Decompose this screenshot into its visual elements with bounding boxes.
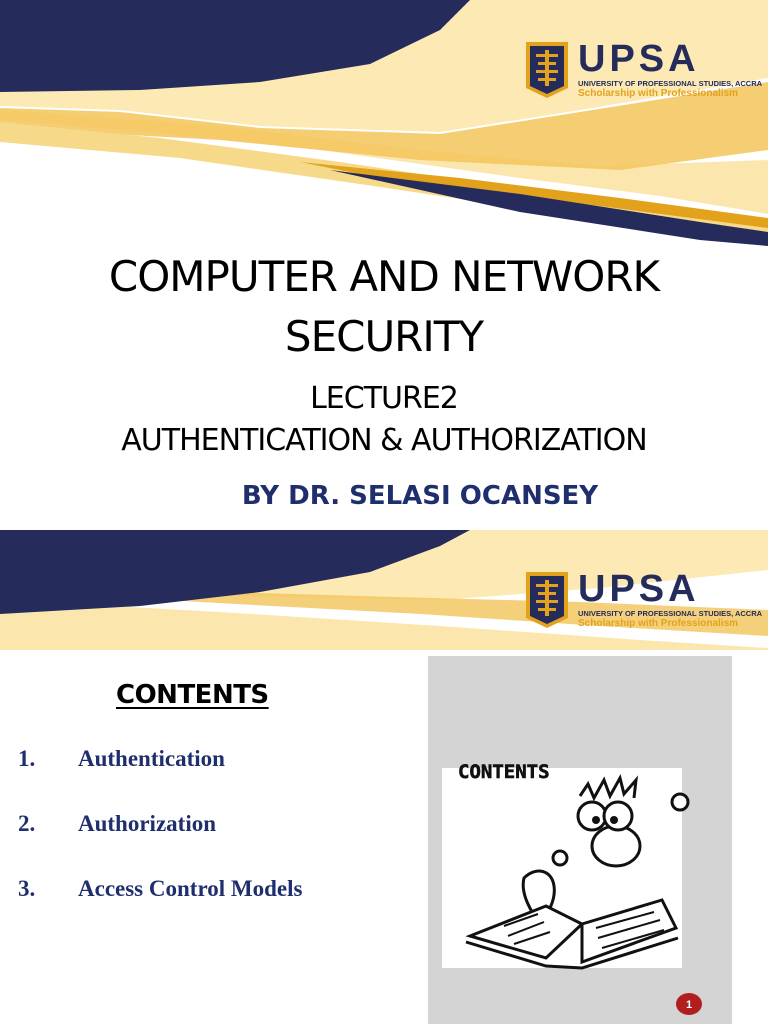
title-line-2: SECURITY [284, 312, 484, 361]
topic-title: AUTHENTICATION & AUTHORIZATION [121, 423, 647, 458]
toc-label: Access Control Models [78, 876, 303, 901]
title-line-1: COMPUTER AND NETWORK [108, 252, 660, 301]
toc-number: 2. [18, 811, 36, 836]
logo-text [578, 570, 762, 630]
picture-caption: CONTENTS [458, 761, 550, 783]
upsa-crest-icon [524, 40, 570, 100]
toc-number: 1. [18, 746, 36, 771]
cartoon-reading-book-illustration [428, 656, 732, 1024]
logo-name: UPSA [578, 38, 700, 80]
page-number-badge [674, 990, 704, 1018]
logo-name: UPSA [578, 568, 700, 610]
toc-label: Authorization [78, 811, 216, 836]
contents-illustration [428, 656, 732, 1024]
contents-slide [0, 530, 768, 1024]
logo-university: UNIVERSITY OF PROFESSIONAL STUDIES, ACCRA [578, 79, 763, 88]
logo-motto: Scholarship with Professionalism [578, 618, 739, 629]
page-number: 1 [685, 999, 693, 1011]
logo-text [578, 40, 762, 100]
upsa-logo [524, 568, 763, 632]
author-byline: BY DR. SELASI OCANSEY [241, 481, 599, 511]
contents-heading: CONTENTS [116, 680, 269, 710]
toc-item [18, 874, 302, 904]
toc-label: Authentication [78, 746, 225, 771]
lecture-label: LECTURE2 [310, 381, 458, 416]
toc-item [18, 809, 216, 839]
logo-motto: Scholarship with Professionalism [578, 88, 739, 99]
toc-number: 3. [18, 876, 36, 901]
logo-university: UNIVERSITY OF PROFESSIONAL STUDIES, ACCRA [578, 609, 763, 618]
toc-item [18, 744, 225, 774]
upsa-logo [524, 38, 763, 102]
upsa-crest-icon [524, 570, 570, 630]
